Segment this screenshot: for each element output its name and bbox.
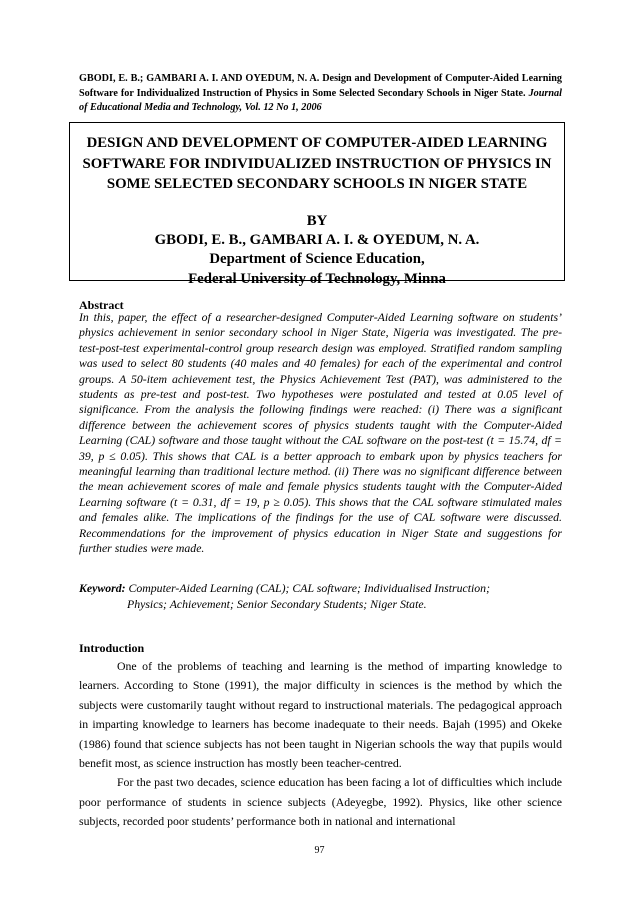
citation-journal: Journal of Educational Media and Technology, Vol. 12 No 1, 2006: [79, 87, 562, 114]
paper-title: DESIGN AND DEVELOPMENT OF COMPUTER-AIDED LEARNING SOFTWARE FOR INDIVIDUALIZED INSTRUCTION OF PHYSICS IN SOME SELECTED SECONDARY SCHOOLS IN NIGER STATE: [82, 135, 552, 192]
university: Federal University of Technology, Minna: [188, 270, 446, 287]
introduction-paragraph: For the past two decades, science education has been facing a lot of difficulties which include poor performance of students in science subjects (Adeyegbe, 1992). Physics, like other science subjects, recorded poor students’ performance both in national and international: [79, 775, 562, 829]
citation-text: GBODI, E. B.; GAMBARI A. I. AND OYEDUM, N. A. Design and Development of Computer-Aided Learning Software for Individualized Instruction of Physics in Some Selected Secondary Schools in Niger State.: [79, 73, 562, 99]
title-box: [69, 122, 565, 287]
keywords: [79, 580, 562, 613]
introduction-heading: Introduction: [79, 641, 145, 655]
keyword-line-1: Computer-Aided Learning (CAL); CAL software; Individualised Instruction;: [128, 581, 490, 595]
introduction-paragraph: One of the problems of teaching and learning is the method of imparting knowledge to learners. According to Stone (1991), the major difficulty in sciences is the method by which the subjects were customarily taught without regard to instructional materials. The pedagogical approach in imparting knowledge to learners has become inadequate to their needs. Bajah (1995) and Okeke (1986) found that science subjects has not been taught in Nigerian schools the way that pupils would benefit most, as science instruction has mostly been teacher-centred.: [79, 659, 562, 771]
abstract-text: In this, paper, the effect of a researcher-designed Computer-Aided Learning software on students’ physics achievement in senior secondary school in Niger State, Nigeria was investigated. The pre-test-post-test experimental-control group research design was employed. Stratified random sampling was used to select 80 students (40 males and 40 females) for each of the experimental and control groups. A 50-item achievement test, the Physics Achievement Test (PAT), was administered to the students as pre-test and post-test. Two hypotheses were postulated and tested at 0.05 level of significance. From the analysis the following findings were reached: (i) There was a significant difference between the achievement scores of physics students taught with the Computer-Aided Learning (CAL) software and those taught without the CAL software on the post-test (t = 15.74, df = 39, p ≤ 0.05). This shows that CAL is a better approach to embark upon by physics teachers for meaningful learning than traditional lecture method. (ii) There was no significant difference between the mean achievement scores of male and female physics students taught with the Computer-Aided Learning software (t = 0.31, df = 19, p ≥ 0.05). This shows that the CAL software stimulated males and females alike. The implications of the findings for the use of CAL software were discussed. Recommendations for the improvement of physics education in Niger State and suggestions for further studies were made.: [79, 310, 562, 556]
citation-header: [79, 72, 562, 116]
keyword-label: Keyword:: [79, 581, 126, 595]
page-number: 97: [314, 845, 325, 856]
department: Department of Science Education,: [209, 251, 425, 267]
abstract-heading: Abstract: [79, 298, 124, 312]
keyword-line-2: Physics; Achievement; Senior Secondary Students; Niger State.: [127, 597, 427, 612]
introduction-body: [79, 657, 562, 832]
authors: GBODI, E. B., GAMBARI A. I. & OYEDUM, N. A.: [154, 231, 480, 248]
by-label: BY: [306, 212, 328, 229]
